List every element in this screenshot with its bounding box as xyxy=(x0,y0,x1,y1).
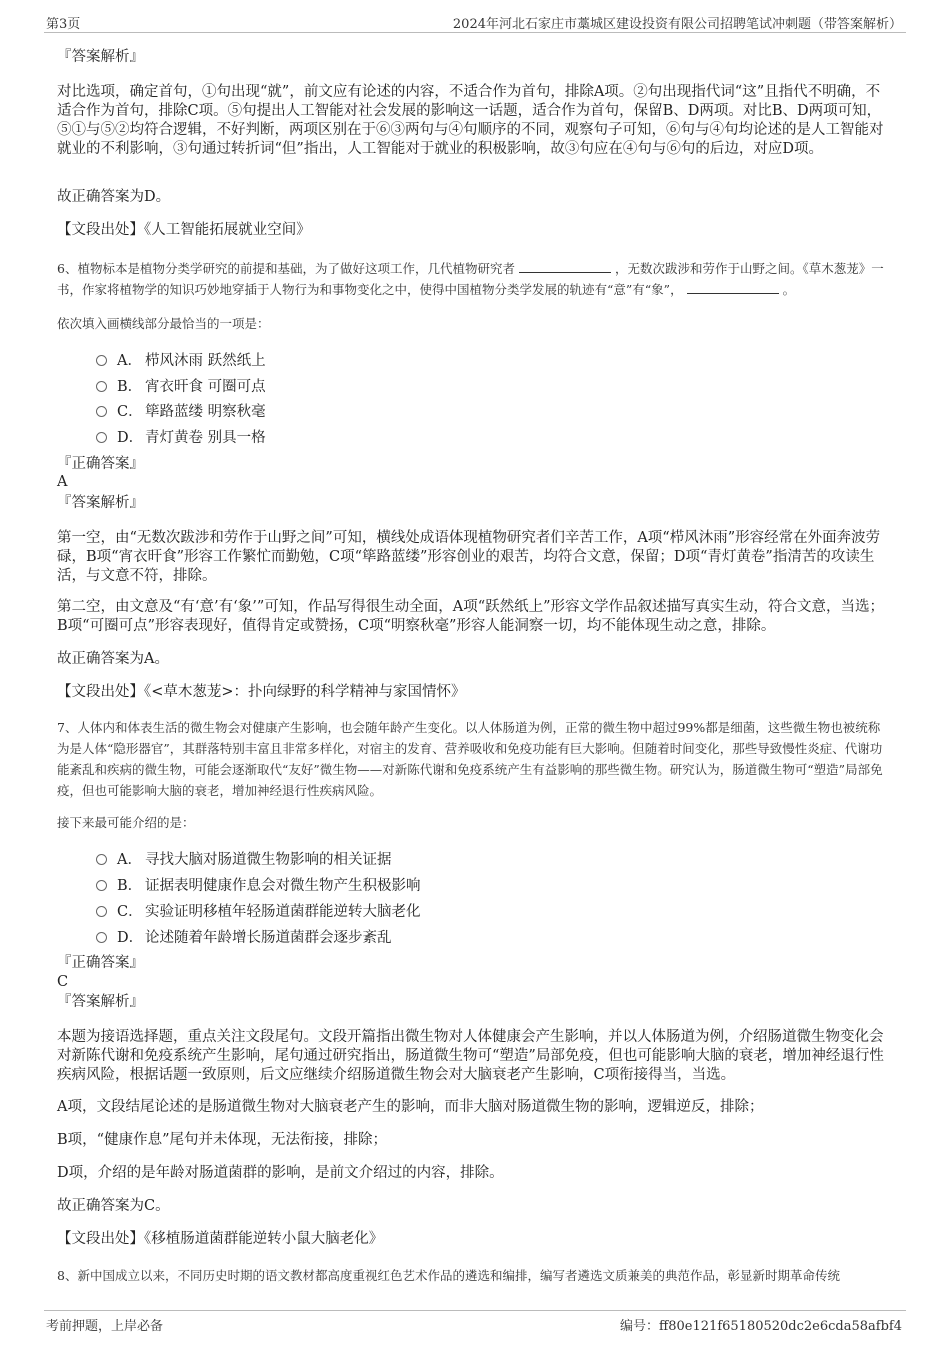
option-text: 栉风沐雨 跃然纸上 xyxy=(145,353,266,369)
correct-answer: A xyxy=(57,474,68,490)
option-text: 青灯黄卷 别具一格 xyxy=(145,430,266,446)
option-text: 证据表明健康作息会对微生物产生积极影响 xyxy=(145,878,421,894)
answer-analysis-label: 『答案解析』 xyxy=(57,49,144,65)
option-letter: B． xyxy=(117,379,143,395)
option-letter: B． xyxy=(117,878,143,894)
source: 【文段出处】《移植肠道菌群能逆转小鼠大脑老化》 xyxy=(57,1231,384,1247)
question-stem: 7、人体内和体表生活的微生物会对健康产生影响，也会随年龄产生变化。以人体肠道为例，正常的微生物中超过99%都是细菌，这些微生物也被统称为是人体“隐形器官”，其群落特别丰富且非常多样化，对宿主的发育、营养吸收和免疫功能有巨大影响。但随着时间变化，那些导致慢性炎症、代谢功能紊乱和疾病的微生物，可能会逐渐取代“友好”微生物——对新陈代谢和免疫系统产生有益影响的那些微生物。研究认为，肠道微生物可“塑造”局部免疫，但也可能影响大脑的衰老，增加神经退行性疾病风险。 xyxy=(57,720,883,798)
page-number: 第3页 xyxy=(46,17,81,32)
option-letter: A． xyxy=(117,852,142,868)
stem-part: 。 xyxy=(782,282,796,297)
answer-analysis-text: B项，“健康作息”尾句并未体现，无法衔接，排除； xyxy=(57,1132,387,1148)
stem-part: 6、植物标本是植物分类学研究的前提和基础，为了做好这项工作，几代植物研究者 xyxy=(57,261,515,276)
option-a[interactable] xyxy=(96,349,266,369)
option-text: 筚路蓝缕 明察秋毫 xyxy=(145,404,266,420)
conclusion: 故正确答案为C。 xyxy=(57,1198,170,1214)
option-a[interactable] xyxy=(96,848,392,868)
answer-analysis-label: 『答案解析』 xyxy=(57,495,144,511)
question-prompt: 接下来最可能介绍的是： xyxy=(57,815,195,830)
footer-slogan: 考前押题，上岸必备 xyxy=(46,1319,164,1334)
conclusion: 故正确答案为D。 xyxy=(57,189,171,205)
stem-part: ，无数次跋涉和劳作于山野之间。《草木葱茏》一书，作家将植物学的知识巧妙地穿插于人物行为和事物变化之中，使得中国植物分类学发展的轨迹有“意”有“象”， xyxy=(57,261,884,297)
radio-icon[interactable] xyxy=(96,906,107,917)
radio-icon[interactable] xyxy=(96,854,107,865)
option-d[interactable] xyxy=(96,426,266,446)
radio-icon[interactable] xyxy=(96,432,107,443)
option-text: 宵衣旰食 可圈可点 xyxy=(145,379,266,395)
fill-blank xyxy=(687,281,779,294)
option-letter: A． xyxy=(117,353,142,369)
option-letter: D． xyxy=(117,930,144,946)
answer-analysis-text: 对比选项，确定首句，①句出现“就”，前文应有论述的内容，不适合作为首句，排除A项。②句出现指代词“这”且指代不明确，不适合作为首句，排除C项。⑤句提出人工智能对社会发展的影响这一话题，适合作为首句，保留B、D两项。对比B、D两项可知，⑤①与⑤②均符合逻辑，不好判断，两项区别在于⑥③两句与④句顺序的不同，观察句子可知，⑥句与④句均论述的是人工智能对就业的不利影响，③句通过转折词“但”指出，人工智能对于就业的积极影响，故③句应在④句与⑥句的后边，对应D项。 xyxy=(57,84,884,157)
answer-analysis-text: 第二空，由文意及“有‘意’有‘象’”可知，作品写得很生动全面，A项“跃然纸上”形容文学作品叙述描写真实生动，符合文意，当选；B项“可圈可点”形容表现好，值得肯定或赞扬，C项“明察秋毫”形容人能洞察一切，均不能体现生动之意，排除。 xyxy=(57,599,885,634)
option-b[interactable] xyxy=(96,874,421,894)
correct-answer-label: 『正确答案』 xyxy=(57,955,144,971)
option-text: 寻找大脑对肠道微生物影响的相关证据 xyxy=(145,852,392,868)
answer-analysis-text: D项，介绍的是年龄对肠道菌群的影响，是前文介绍过的内容，排除。 xyxy=(57,1165,504,1181)
fill-blank xyxy=(519,260,611,273)
question-stem: 8、新中国成立以来，不同历史时期的语文教材都高度重视红色艺术作品的遴选和编排，编写者遴选文质兼美的典范作品，彰显新时期革命传统 xyxy=(57,1268,840,1283)
radio-icon[interactable] xyxy=(96,932,107,943)
question-prompt: 依次填入画横线部分最恰当的一项是： xyxy=(57,316,270,331)
option-d[interactable] xyxy=(96,926,392,946)
option-letter: D． xyxy=(117,430,144,446)
page-footer xyxy=(44,1310,906,1333)
document-title: 2024年河北石家庄市藁城区建设投资有限公司招聘笔试冲刺题（带答案解析） xyxy=(452,17,902,32)
option-letter: C． xyxy=(117,904,143,920)
option-c[interactable] xyxy=(96,900,421,920)
option-text: 实验证明移植年轻肠道菌群能逆转大脑老化 xyxy=(145,904,421,920)
source: 【文段出处】《<草木葱茏>：扑向绿野的科学精神与家国情怀》 xyxy=(57,684,466,700)
answer-analysis-text: 第一空，由“无数次跋涉和劳作于山野之间”可知，横线处成语体现植物研究者们辛苦工作，A项“栉风沐雨”形容经常在外面奔波劳碌，B项“宵衣旰食”形容工作繁忙而勤勉，C项“筚路蓝缕”形容创业的艰苦，均符合文意，保留；D项“青灯黄卷”指清苦的攻读生活，与文意不符，排除。 xyxy=(57,530,881,584)
option-c[interactable] xyxy=(96,400,266,420)
answer-analysis-label: 『答案解析』 xyxy=(57,994,144,1010)
option-b[interactable] xyxy=(96,375,266,395)
option-letter: C． xyxy=(117,404,143,420)
answer-analysis-text: A项，文段结尾论述的是肠道微生物对大脑衰老产生的影响，而非大脑对肠道微生物的影响，逻辑逆反，排除； xyxy=(57,1099,764,1115)
radio-icon[interactable] xyxy=(96,406,107,417)
conclusion: 故正确答案为A。 xyxy=(57,651,169,667)
radio-icon[interactable] xyxy=(96,355,107,366)
correct-answer: C xyxy=(57,974,69,990)
correct-answer-label: 『正确答案』 xyxy=(57,456,144,472)
question-stem xyxy=(57,258,887,300)
source: 【文段出处】《人工智能拓展就业空间》 xyxy=(57,222,311,238)
option-text: 论述随着年龄增长肠道菌群会逐步紊乱 xyxy=(145,930,392,946)
page-header xyxy=(44,10,906,33)
radio-icon[interactable] xyxy=(96,880,107,891)
document-id: 编号：ff80e121f65180520dc2e6cda58afbf4 xyxy=(620,1319,902,1334)
answer-analysis-text: 本题为接语选择题，重点关注文段尾句。文段开篇指出微生物对人体健康会产生影响，并以人体肠道为例，介绍肠道微生物变化会对新陈代谢和免疫系统产生影响，尾句通过研究指出，肠道微生物可“塑造”局部免疫，但也可能影响大脑的衰老，增加神经退行性疾病风险，根据话题一致原则，后文应继续介绍肠道微生物会对大脑衰老产生影响，C项衔接得当，当选。 xyxy=(57,1029,884,1083)
radio-icon[interactable] xyxy=(96,381,107,392)
